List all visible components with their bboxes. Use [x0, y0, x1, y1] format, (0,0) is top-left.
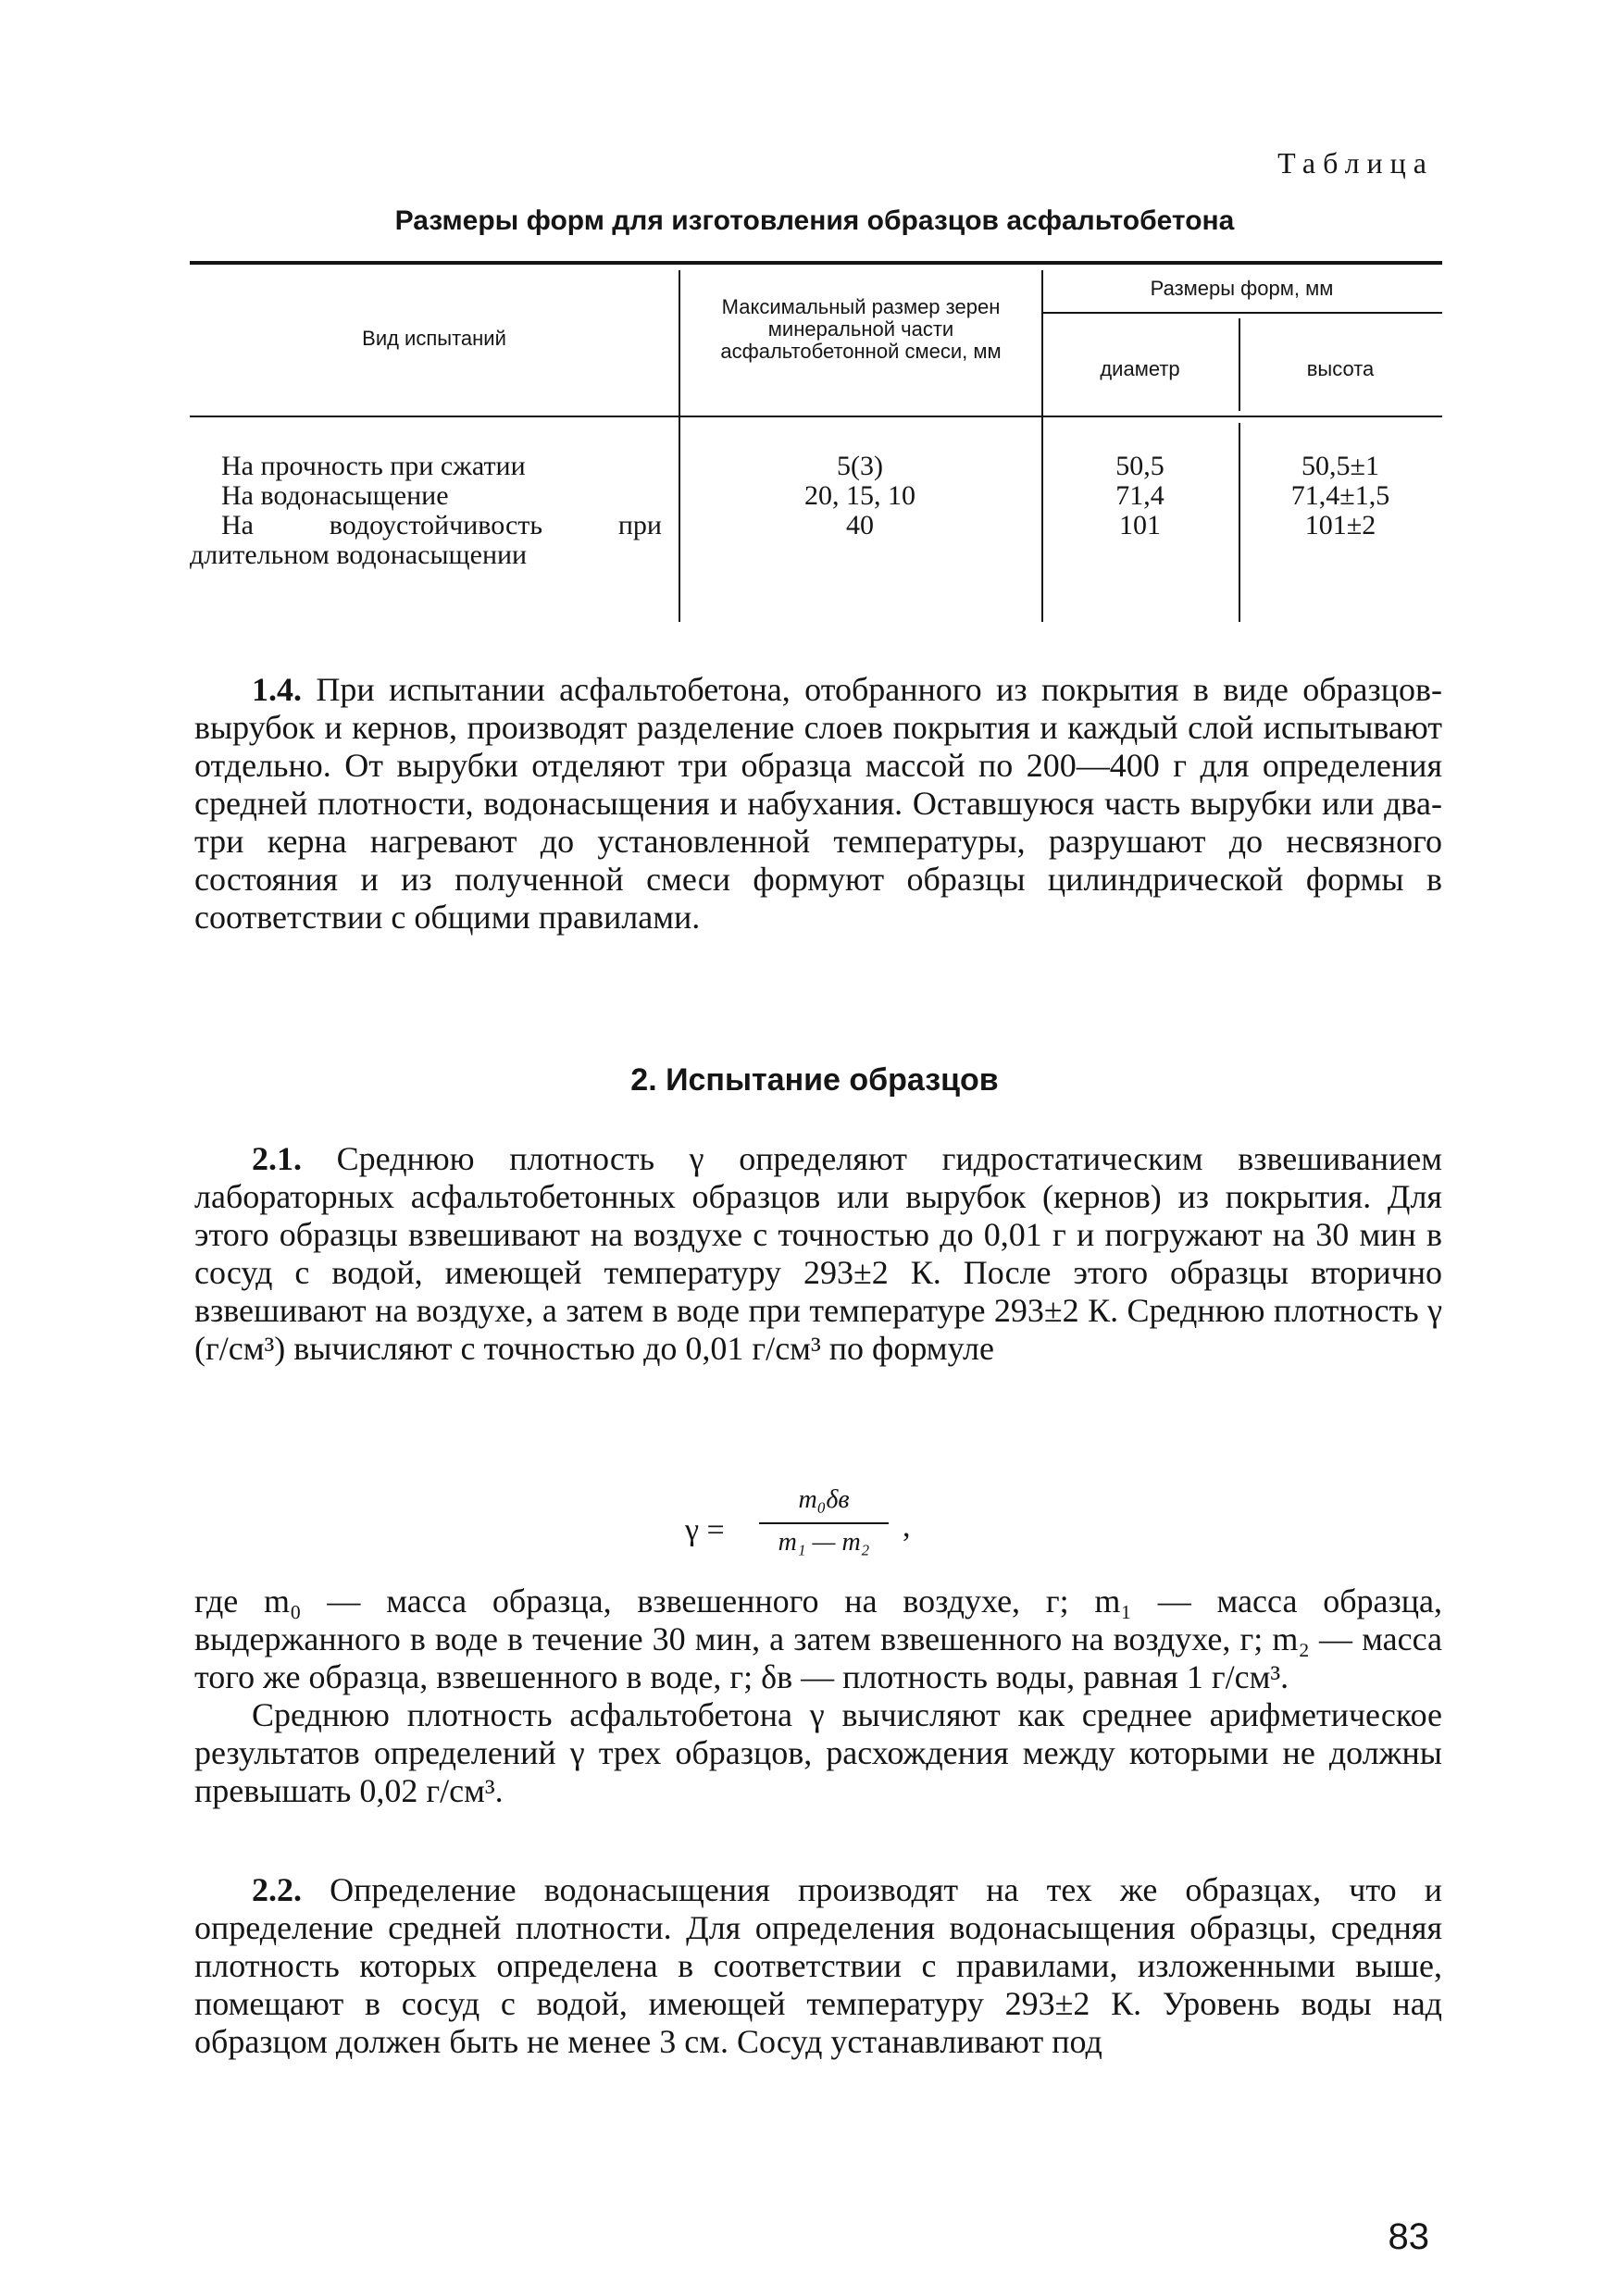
paragraph-2-1-number: 2.1.	[252, 1140, 302, 1177]
row-1-grain: 5(3)	[837, 451, 883, 481]
table-col-divider-2	[1041, 270, 1043, 622]
formula-legend: где m₀ — масса образца, взвешенного на воздухе, г; m₁ — масса образца, выдержанного в воде в течение 30 мин, а затем взвешенного на воздухе, г; m₂ — масса того же образца, взвешенного в воде, г; δв — плотность воды, равная 1 г/см³.	[194, 1582, 1442, 1695]
paragraph-2-1-conclusion: Среднюю плотность асфальтобетона γ вычисляют как среднее арифметическое результатов определений γ трех образцов, расхождения между которыми не должны превышать 0,02 г/см³.	[194, 1696, 1442, 1809]
row-2-height: 71,4±1,5	[1290, 480, 1390, 511]
formula-denominator: m₁ — m₂	[778, 1528, 870, 1557]
table-top-rule	[190, 261, 1442, 265]
row-2-test: На водонасыщение	[221, 480, 449, 511]
table-title: Размеры форм для изготовления образцов асфальтобетона	[394, 205, 1235, 236]
row-2-grain: 20, 15, 10	[804, 480, 915, 511]
row-3-grain: 40	[846, 510, 874, 540]
header-diameter: диаметр	[1100, 357, 1180, 380]
paragraph-2-1-legend	[194, 1582, 1442, 1810]
forms-table	[190, 261, 1442, 622]
row-2-diameter: 71,4	[1115, 480, 1164, 511]
page-number: 83	[1388, 2216, 1429, 2257]
formula-trail: ,	[903, 1509, 911, 1544]
formula-lhs: γ =	[685, 1513, 725, 1547]
paragraph-1-4-text: При испытании асфальтобетона, отобранного из покрытия в виде образцов-вырубок и кернов, производят разделение слоев покрытия и каждый слой испытывают отдельно. От вырубки отделяют три образца массой по 200—400 г для определения средней плотности, водонасыщения и набухания. Оставшуюся часть вырубки или два-три керна нагревают до установленной температуры, разрушают до несвязного состояния и из полученной смеси формуют образцы цилиндрической формы в соответствии с общими правилами.	[194, 671, 1443, 936]
header-test-type: Вид испытаний	[362, 327, 506, 350]
header-max-grain: Максимальный размер зерен минеральной части асфальтобетонной смеси, мм	[720, 295, 1002, 363]
table-header-rule	[190, 416, 1442, 417]
header-form-sizes: Размеры форм, мм	[1150, 277, 1334, 300]
row-3-test: На водоустойчивость при длительном водонасыщении	[190, 510, 662, 570]
paragraph-1-4-number: 1.4.	[252, 671, 302, 708]
header-height: высота	[1306, 357, 1375, 380]
row-1-height: 50,5±1	[1301, 451, 1379, 481]
paragraph-2-1-text-a: Среднюю плотность γ определяют гидростатическим взвешиванием лабораторных асфальтобетонных образцов или вырубок (кернов) из покрытия. Для этого образцы взвешивают на воздухе с точностью до 0,01 г и погружают на 30 мин в сосуд с водой, имеющей температуру 293±2 К. После этого образцы вторично взвешивают на воздухе, а затем в воде при температуре 293±2 К. Среднюю плотность γ (г/см³) вычисляют с точностью до 0,01 г/см³ по формуле	[194, 1140, 1443, 1367]
section-2-heading: 2. Испытание образцов	[630, 1062, 999, 1098]
table-col-divider-1	[679, 270, 680, 622]
paragraph-1-4	[194, 671, 1442, 937]
table-subheader-rule	[1041, 312, 1442, 314]
paragraph-2-2-text: Определение водонасыщения производят на тех же образцах, что и определение средней плотности. Для определения водонасыщения образцы, средняя плотность которых определена в соответствии с правилами, изложенными выше, помещают в сосуд с водой, имеющей температуру 293±2 К. Уровень воды над образцом должен быть не менее 3 см. Сосуд устанавливают под	[194, 1871, 1442, 2060]
row-3-diameter: 101	[1119, 510, 1161, 540]
density-formula	[666, 1485, 944, 1569]
formula-fraction-bar	[759, 1522, 889, 1524]
paragraph-2-1	[194, 1140, 1442, 1368]
row-3-height: 101±2	[1304, 510, 1376, 540]
paragraph-2-2	[194, 1871, 1442, 2061]
table-label: Таблица	[1277, 146, 1434, 180]
formula-numerator: m₀δв	[798, 1485, 850, 1514]
row-1-diameter: 50,5	[1115, 451, 1164, 481]
paragraph-2-2-number: 2.2.	[252, 1871, 302, 1908]
row-1-test: На прочность при сжатии	[221, 451, 526, 481]
